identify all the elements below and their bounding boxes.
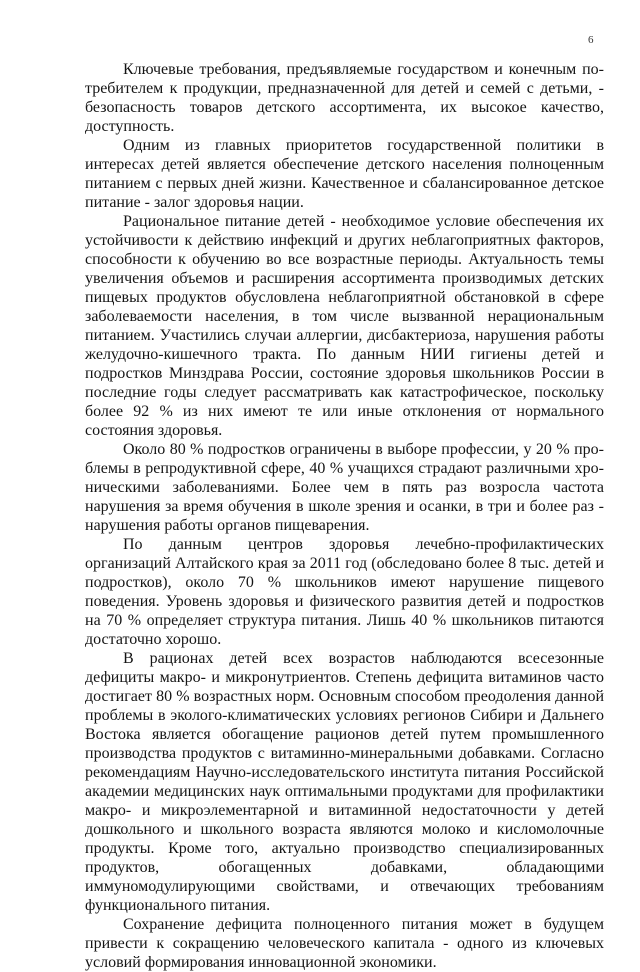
paragraph-7: Сохранение дефицита полноценного питания может в будущем привести к сокращению человеческого капитала - одного из ключевых условий формирования инновационной экономики. — [85, 916, 604, 971]
paragraph-3: Рациональное питание детей - необходимое условие обеспечения их устойчивости к действию инфекций и других неблагоприятных факторов, способности к обучению во все возрастные периоды. Актуальность темы увеличения объемов и расширения ассортимента производимых детских пищевых продуктов обусловлена неблагоприятной обстановкой в сфере заболеваемости населения, в том числе вызванной нерациональным питанием. Участились случаи аллергии, дисбактериоза, нарушения работы желудочно-кишечного тракта. По данным НИИ гигиены детей и подростков Минздрава России, состояние здоровья школьников России в последние годы следует рассматривать как катастрофическое, поскольку более 92 % из них имеют те или иные отклонения от нормального состояния здоровья. — [85, 213, 604, 439]
paragraph-1: Ключевые требования, предъявляемые государством и конечным потребителем к продукции, предназначенной для детей и семей с детьми, - безопасность товаров детского ассортимента, их высокое качество, доступность. — [85, 61, 604, 135]
page-number: 6 — [588, 34, 594, 46]
paragraph-5: По данным центров здоровья лечебно-профилактических организаций Алтайского края за 2011 год (обследовано более 8 тыс. детей и подростков), около 70 % школьников имеют нарушение пищевого поведения. Уровень здоровья и физического развития детей и подростков на 70 % определяет структура питания. Лишь 40 % школьников питаются достаточно хорошо. — [85, 536, 604, 648]
paragraph-6: В рационах детей всех возрастов наблюдаются всесезонные дефициты макро- и микронутриентов. Степень дефицита витаминов часто достигает 80 % возрастных норм. Основным способом преодоления данной проблемы в эколого-климатических условиях регионов Сибири и Дальнего Востока является обогащение рационов детей путем промышленного производства продуктов с витаминно-минеральными добавками. Согласно рекомендациям Научно-исследовательского института питания Российской академии медицинских наук оптимальными продуктами для профилактики макро- и микроэлементарной и витаминной недостаточности у детей дошкольного и школьного возраста являются молоко и кисломолочные продукты. Кроме того, актуально производство специализированных продуктов, обогащенных добавками, обладающими иммуномодулирующими свойствами, и отвечающих требованиям функционального питания. — [85, 650, 604, 914]
paragraph-4: Около 80 % подростков ограничены в выборе профессии, у 20 % проблемы в репродуктивной сфере, 40 % учащихся страдают различными хроническими заболеваниями. Более чем в пять раз возросла частота нарушения за время обучения в школе зрения и осанки, в три и более раз - нарушения работы органов пищеварения. — [85, 441, 604, 534]
document-body — [85, 60, 604, 972]
paragraph-2: Одним из главных приоритетов государственной политики в интересах детей является обеспечение детского населения полноценным питанием с первых дней жизни. Качественное и сбалансированное детское питание - залог здоровья нации. — [85, 137, 604, 211]
